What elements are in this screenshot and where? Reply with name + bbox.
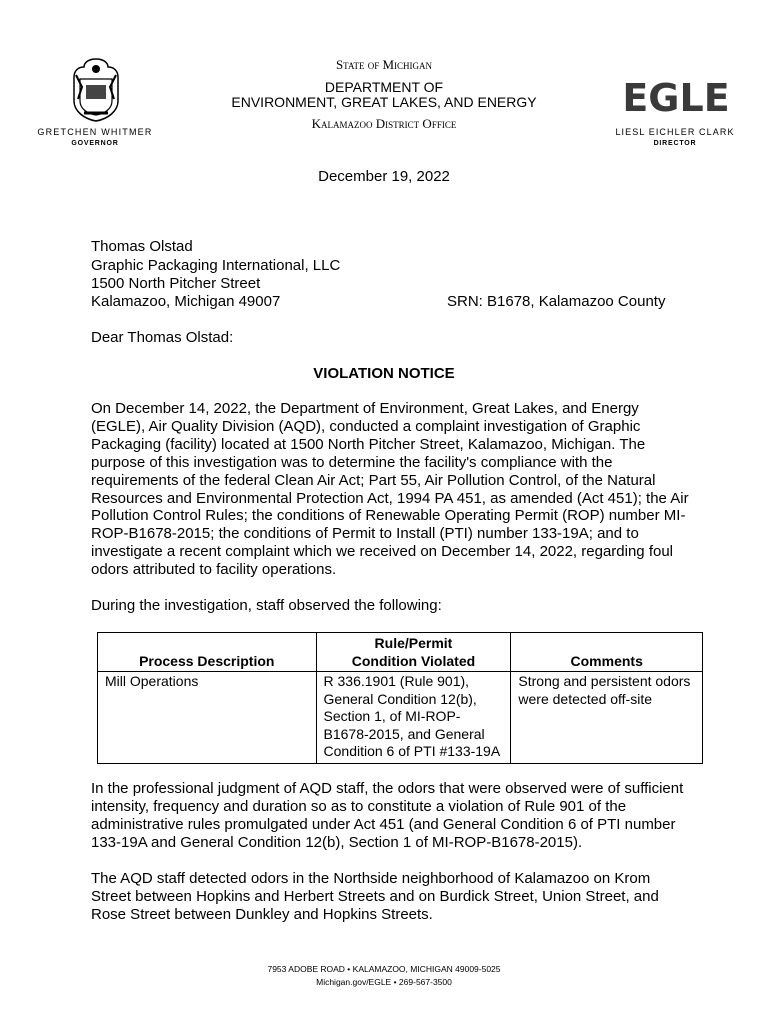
violation-table (97, 632, 703, 764)
notice-heading: VIOLATION NOTICE (313, 365, 455, 382)
department-line-2: ENVIRONMENT, GREAT LAKES, AND ENERGY (231, 94, 537, 110)
recipient-street: 1500 North Pitcher Street (91, 275, 261, 292)
cell-process: Mill Operations (98, 672, 317, 764)
michigan-state-seal-icon (70, 57, 122, 123)
recipient-city: Kalamazoo, Michigan 49007 (91, 293, 281, 310)
cell-comments: Strong and persistent odors were detected off-site (511, 672, 703, 764)
director-name: LIESL EICHLER CLARK (615, 127, 735, 137)
header-process: Process Description (98, 633, 317, 672)
letter-date: December 19, 2022 (318, 168, 450, 185)
cell-rule: R 336.1901 (Rule 901), General Condition 12(b), Section 1, of MI-ROP-B1678-2015, and General Condition 6 of PTI #133-19A (316, 672, 511, 764)
header-rule-line2: Condition Violated (351, 652, 476, 669)
srn-reference: SRN: B1678, Kalamazoo County (447, 293, 666, 310)
observed-paragraph: During the investigation, staff observed the following: (91, 597, 442, 614)
recipient-company: Graphic Packaging International, LLC (91, 257, 341, 274)
footer-address: 7953 ADOBE ROAD • KALAMAZOO, MICHIGAN 49009-5025 (267, 964, 501, 974)
salutation: Dear Thomas Olstad: (91, 329, 234, 346)
governor-title: GOVERNOR (71, 140, 119, 147)
table-header-row (98, 633, 703, 672)
header-rule (316, 633, 511, 672)
header-rule-line1: Rule/Permit (374, 635, 453, 651)
department-line-1: DEPARTMENT OF (324, 79, 444, 95)
director-title: DIRECTOR (653, 140, 697, 147)
footer-web-phone: Michigan.gov/EGLE • 269-567-3500 (316, 977, 452, 987)
detected-paragraph: The AQD staff detected odors in the Northside neighborhood of Kalamazoo on Krom Street between Hopkins and Herbert Streets and on Burdick Street, Union Street, and Rose Street between Dunkley and Hopkins Streets. (91, 870, 659, 923)
state-name: State of Michigan (335, 57, 433, 72)
district-office: Kalamazoo District Office (311, 116, 457, 131)
egle-logo-text: EGLE (622, 76, 730, 118)
recipient-name: Thomas Olstad (91, 238, 193, 255)
header-comments: Comments (511, 633, 703, 672)
table-row (98, 672, 703, 764)
judgment-paragraph: In the professional judgment of AQD staff, the odors that were observed were of sufficient intensity, frequency and duration so as to constitute a violation of Rule 901 of the administrative rules promulgated under Act 451 (and General Condition 6 of PTI number 133-19A and General Condition 12(b), Section 1 of MI-ROP-B1678-2015). (91, 780, 684, 851)
governor-name: GRETCHEN WHITMER (37, 127, 153, 137)
intro-paragraph: On December 14, 2022, the Department of Environment, Great Lakes, and Energy (EGLE), Air Quality Division (AQD), conducted a complaint investigation of Graphic Packaging (facility) located at 1500 North Pitcher Street, Kalamazoo, Michigan. The purpose of this investigation was to determine the facility's compliance with the requirements of the federal Clean Air Act; Part 55, Air Pollution Control, of the Natural Resources and Environmental Protection Act, 1994 PA 451, as amended (Act 451); the Air Pollution Control Rules; the conditions of Renewable Operating Permit (ROP) number MI-ROP-B1678-2015; the conditions of Permit to Install (PTI) number 133-19A; and to investigate a recent complaint which we received on December 14, 2022, regarding foul odors attributed to facility operations. (91, 400, 689, 579)
egle-logo (616, 74, 736, 118)
